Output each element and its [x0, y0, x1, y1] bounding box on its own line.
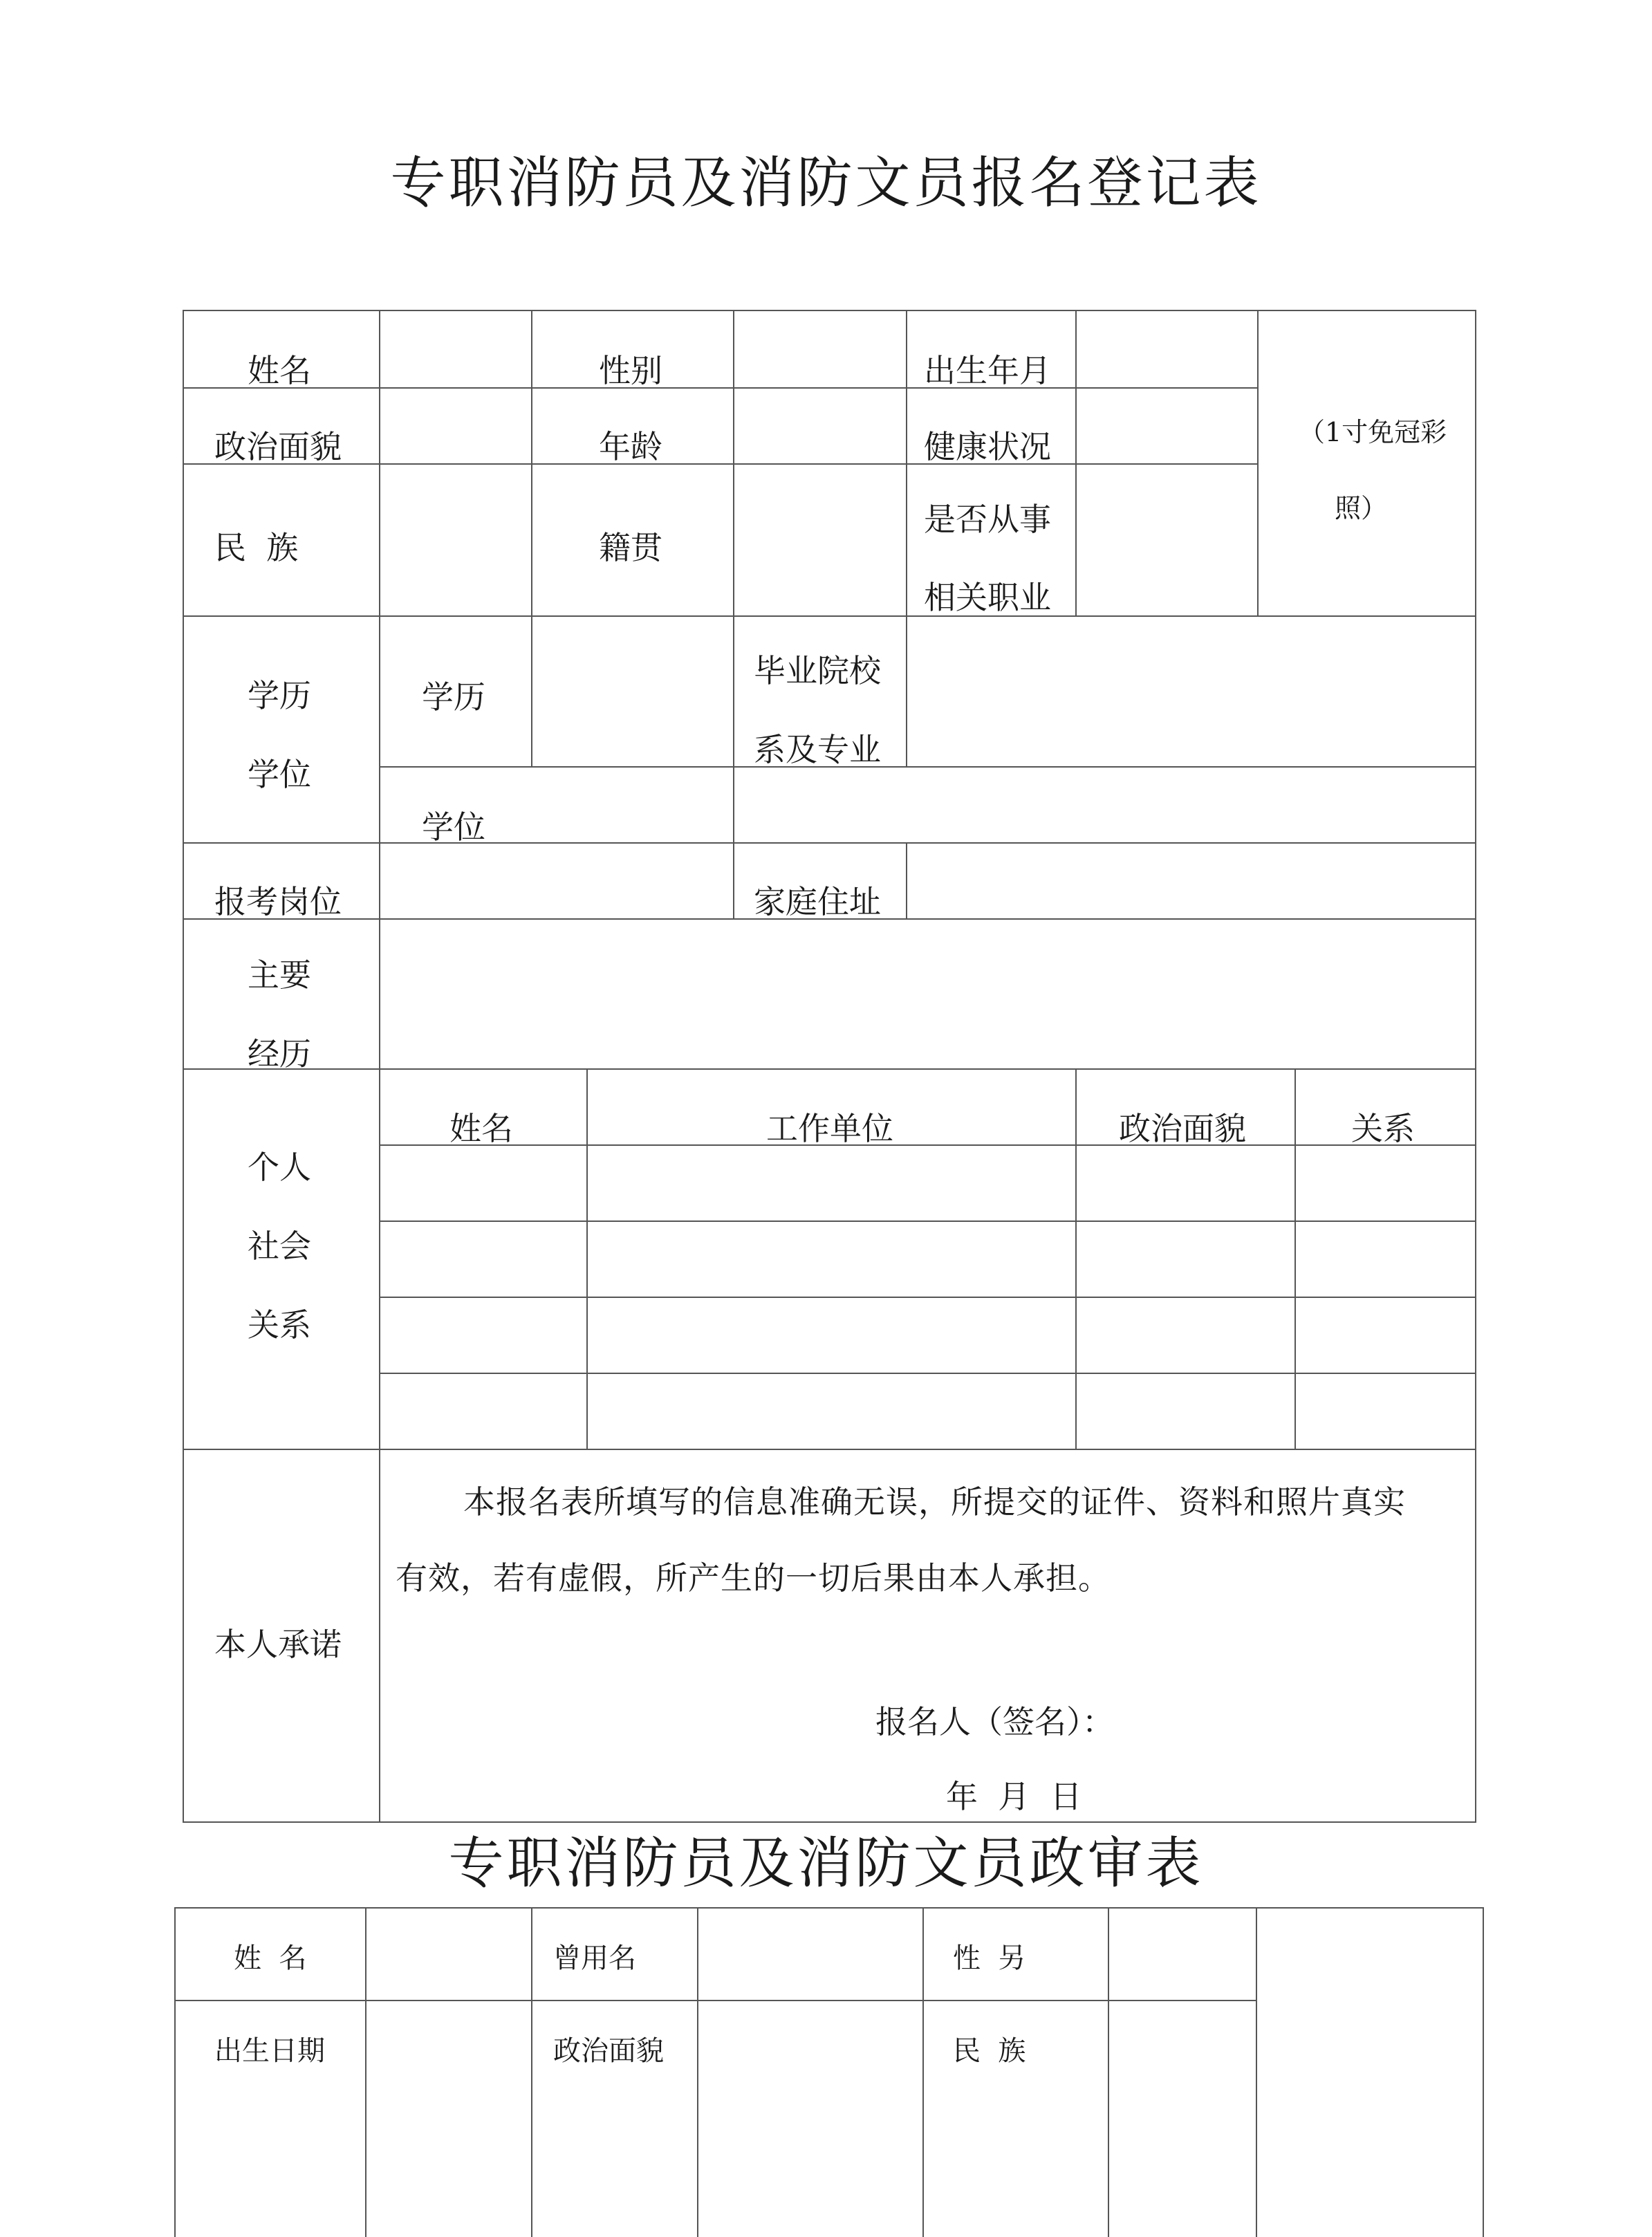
former-name-label: 曾用名 [553, 1942, 636, 1974]
school-label-line2: 系及专业 [754, 731, 881, 768]
review-gender-label: 性 另 [953, 1942, 1026, 1974]
experience-label-line2: 经历 [248, 1035, 311, 1073]
signature-label: 报名人（签名）： [875, 1703, 1114, 1741]
politics-label: 政治面貌 [214, 428, 342, 465]
table-top-border [174, 1907, 1484, 1909]
col-divider [922, 1907, 924, 2237]
col-divider [1256, 1907, 1257, 2237]
col-divider [1075, 1068, 1077, 1449]
experience-label-line1: 主要 [248, 956, 311, 994]
pledge-text-line2: 有效，若有虚假，所产生的一切后果由本人承担。 [396, 1559, 1111, 1597]
row-divider [183, 463, 1258, 465]
social-header-relation: 关系 [1351, 1110, 1415, 1147]
row-divider [379, 766, 1476, 768]
row-divider [183, 615, 1476, 617]
review-ethnicity-label: 民 族 [953, 2035, 1026, 2067]
col-divider [379, 310, 380, 1823]
row-divider [379, 1220, 1476, 1222]
col-divider [1257, 310, 1259, 615]
birth-label: 出生年月 [924, 352, 1051, 389]
col-divider [733, 310, 734, 918]
school-label-line1: 毕业院校 [754, 652, 881, 689]
social-header-workplace: 工作单位 [766, 1110, 893, 1147]
photo-placeholder-line2: 照） [1335, 493, 1388, 523]
photo-placeholder-line1: （1寸免冠彩 [1299, 417, 1447, 447]
row-divider [379, 1297, 1476, 1298]
col-divider [1294, 1068, 1296, 1449]
review-politics-label: 政治面貌 [553, 2035, 664, 2067]
social-relations-label-line1: 个人 [248, 1149, 311, 1186]
row-divider [174, 2000, 1256, 2001]
row-divider [183, 1449, 1476, 1450]
pledge-label: 本人承诺 [214, 1626, 342, 1663]
col-divider [906, 842, 907, 918]
edu-group-label-line2: 学位 [248, 756, 311, 793]
page-title: 专职消防员及消防文员报名登记表 [390, 151, 1262, 215]
degree-label: 学位 [422, 808, 485, 846]
edu-group-label-line1: 学历 [248, 677, 311, 714]
row-divider [379, 1144, 1476, 1146]
row-divider [183, 842, 1476, 844]
row-divider [379, 1373, 1476, 1374]
health-label: 健康状况 [924, 428, 1051, 465]
col-divider [365, 1907, 366, 2237]
related-job-label-line1: 是否从事 [924, 501, 1051, 538]
ethnicity-label: 民 族 [214, 529, 299, 566]
review-name-label: 姓 名 [234, 1942, 307, 1974]
name-label: 姓名 [248, 352, 311, 389]
related-job-label-line2: 相关职业 [924, 579, 1051, 616]
col-divider [1483, 1907, 1484, 2237]
col-divider [697, 1907, 698, 2237]
row-divider [183, 1068, 1476, 1070]
col-divider [1108, 1907, 1109, 2237]
second-form-title: 专职消防员及消防文员政审表 [448, 1831, 1204, 1895]
social-relations-label-line3: 关系 [248, 1306, 311, 1344]
col-divider [531, 310, 532, 766]
address-label: 家庭住址 [754, 883, 881, 920]
col-divider [531, 1907, 532, 2237]
col-divider [174, 1907, 176, 2237]
col-divider [586, 1068, 588, 1449]
social-relations-label-line2: 社会 [248, 1227, 311, 1265]
position-label: 报考岗位 [214, 883, 342, 920]
birth-date-label: 出生日期 [214, 2035, 325, 2067]
pledge-text-line1: 本报名表所填写的信息准确无误，所提交的证件、资料和照片真实 [463, 1483, 1406, 1521]
age-label: 年龄 [599, 428, 662, 465]
date-label: 年 月 日 [946, 1778, 1082, 1815]
native-place-label: 籍贯 [599, 529, 662, 566]
row-divider [183, 387, 1258, 389]
col-divider [906, 310, 907, 766]
social-header-name: 姓名 [449, 1110, 513, 1147]
social-header-politics: 政治面貌 [1119, 1110, 1246, 1147]
education-label: 学历 [422, 678, 485, 716]
col-divider [1075, 310, 1077, 615]
gender-label: 性别 [599, 352, 662, 389]
